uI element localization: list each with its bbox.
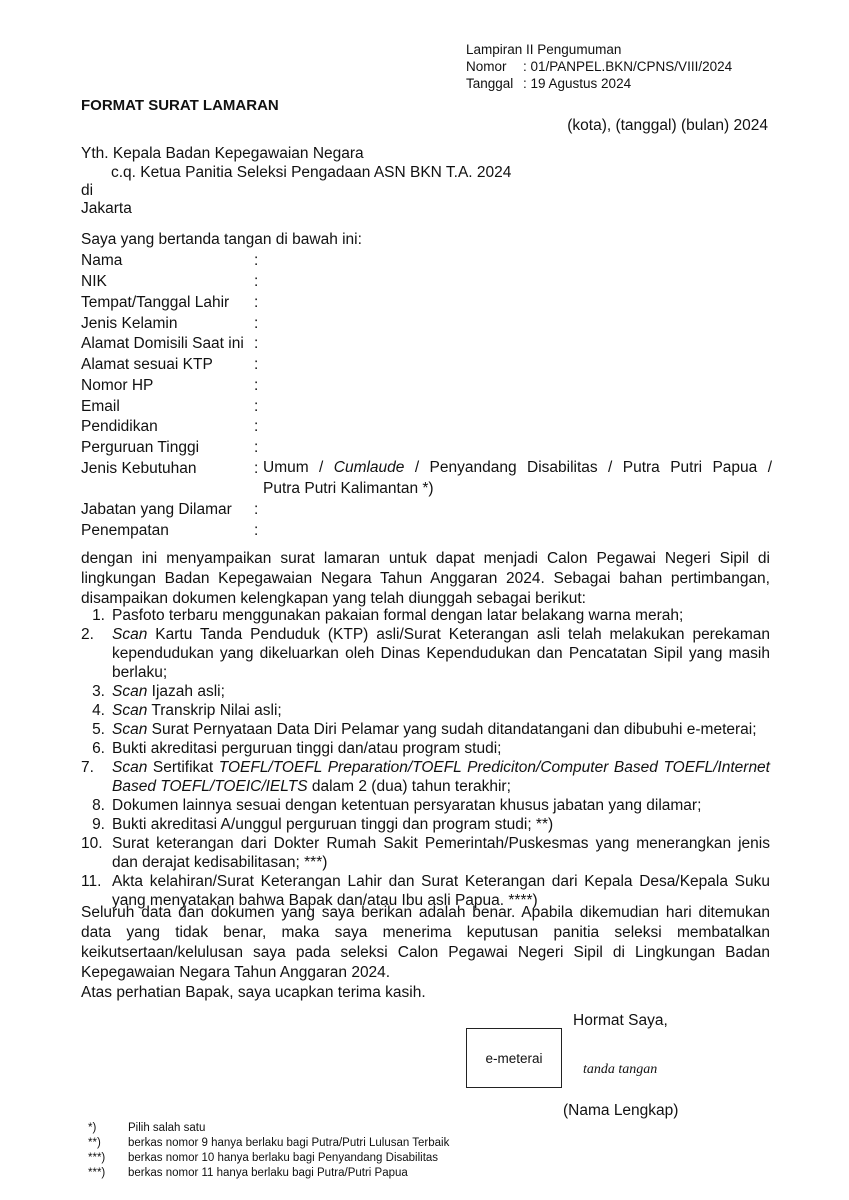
list-text: Bukti akreditasi perguruan tinggi dan/atau program studi; [112,740,502,757]
field-colon: : [254,522,259,539]
list-text: Bukti akreditasi A/unggul perguruan tinggi dan program studi; **) [112,816,554,833]
nomor-value: : 01/PANPEL.BKN/CPNS/VIII/2024 [523,59,733,74]
list-text: Pasfoto terbaru menggunakan pakaian formal dengan latar belakang warna merah; [112,607,684,624]
list-item [81,606,770,625]
field-label-nomor-hp: Nomor HP [81,377,154,394]
addressee-line-1: Yth. Kepala Badan Kepegawaian Negara [81,145,364,162]
closing-paragraph: Seluruh data dan dokumen yang saya berikan adalah benar. Apabila dikemudian hari ditemukan data yang tidak benar, maka saya menerima keputusan panitia seleksi membatalkan keikutsertaan/kelulusan saya pada seleksi Calon Pegawai Negeri Sipil di Lingkungan Badan Kepegawaian Negara Tahun Anggaran 2024. [81,904,770,981]
list-number: 8. [92,797,105,814]
list-text-italic: Scan [112,702,148,719]
list-number: 2. [81,626,94,643]
tanggal-value: : 19 Agustus 2024 [523,76,632,91]
kebutuhan-options-line-1 [263,458,772,479]
document-title: FORMAT SURAT LAMARAN [81,97,279,114]
list-number: 4. [92,702,105,719]
field-label-jenis-kelamin: Jenis Kelamin [81,315,178,332]
field-colon: : [254,418,259,435]
field-label-nik: NIK [81,273,107,290]
list-text-italic: Scan [112,626,148,643]
field-label-jenis-kebutuhan: Jenis Kebutuhan [81,460,197,477]
list-text: Kartu Tanda Penduduk (KTP) asli/Surat Keterangan asli telah melakukan perekaman kependudukan yang dikeluarkan oleh Dinas Kependudukan dan Pencatatan Sipil yang masih berlaku; [112,626,770,681]
footnote-mark: ***) [88,1152,106,1164]
list-item [81,720,770,739]
footnote [88,1122,205,1135]
field-colon: : [254,252,259,269]
list-number: 7. [81,759,94,776]
footnote-text: berkas nomor 11 hanya berlaku bagi Putra/Putri Papua [128,1167,408,1179]
list-text-italic: Scan [112,721,148,738]
footnote [88,1167,408,1180]
list-text: Sertifikat [147,759,219,776]
footnote [88,1152,438,1165]
attachment-title: Lampiran II Pengumuman [466,42,622,57]
field-colon: : [254,460,259,477]
list-item [81,815,770,834]
footnote-mark: ***) [88,1167,106,1179]
field-label-nama: Nama [81,252,123,269]
field-label-penempatan: Penempatan [81,522,169,539]
field-label-jabatan: Jabatan yang Dilamar [81,501,232,518]
footnote-text: berkas nomor 10 hanya berlaku bagi Penyandang Disabilitas [128,1152,439,1164]
list-text: Surat keterangan dari Dokter Rumah Sakit Pemerintah/Puskesmas yang menerangkan jenis dan derajat kedisabilitasan; ***) [112,835,770,871]
list-number: 9. [92,816,105,833]
field-label-domisili: Alamat Domisili Saat ini [81,335,244,352]
field-colon: : [254,315,259,332]
option-others: / Penyandang Disabilitas / Putra Putri Papua / [404,459,773,476]
field-colon: : [254,439,259,456]
field-label-ttl: Tempat/Tanggal Lahir [81,294,230,311]
body-paragraph: dengan ini menyampaikan surat lamaran untuk dapat menjadi Calon Pegawai Negeri Sipil di lingkungan Badan Kepegawaian Negara Tahun Anggaran 2024. Sebagai bahan pertimbangan, disampaikan dokumen kelengkapan yang telah diunggah sebagai berikut: [81,550,770,607]
signature-placeholder: tanda tangan [583,1062,658,1077]
footnote-mark: *) [88,1122,97,1134]
field-colon: : [254,273,259,290]
list-number: 6. [92,740,105,757]
addressee-line-2: c.q. Ketua Panitia Seleksi Pengadaan ASN BKN T.A. 2024 [111,164,512,181]
attachment-number [466,58,732,75]
list-number: 10. [81,835,103,852]
list-number: 3. [92,683,105,700]
field-colon: : [254,377,259,394]
list-text: Dokumen lainnya sesuai dengan ketentuan persyaratan khusus jabatan yang dilamar; [112,797,702,814]
e-meterai-label: e-meterai [485,1050,543,1066]
list-item [81,758,770,796]
field-colon: : [254,398,259,415]
field-label-perguruan-tinggi: Perguruan Tinggi [81,439,200,456]
e-meterai-box [466,1028,562,1088]
footnote-text: berkas nomor 9 hanya berlaku bagi Putra/Putri Lulusan Terbaik [128,1137,450,1149]
list-item [81,625,770,682]
list-text: Akta kelahiran/Surat Keterangan Lahir dan Surat Keterangan dari Kepala Desa/Kepala Suku yang menyatakan bahwa Bapak dan/atau Ibu asli Papua. ****) [112,873,770,909]
list-text-italic: Scan [112,759,148,776]
footnote-mark: **) [88,1137,101,1149]
list-number: 11. [81,873,102,890]
option-umum: Umum / [263,459,334,476]
list-text: dalam 2 (dua) tahun terakhir; [307,778,511,795]
document-list [81,606,770,910]
list-number: 5. [92,721,105,738]
option-cumlaude: Cumlaude [333,459,405,476]
field-colon: : [254,335,259,352]
full-name-placeholder: (Nama Lengkap) [563,1102,679,1119]
addressee-line-4: Jakarta [81,200,132,217]
intro-text: Saya yang bertanda tangan di bawah ini: [81,231,362,248]
place-date: (kota), (tanggal) (bulan) 2024 [567,117,768,134]
list-item [81,682,770,701]
footnote-text: Pilih salah satu [128,1122,206,1134]
closing-greeting: Hormat Saya, [573,1012,668,1029]
list-text: Ijazah asli; [147,683,225,700]
field-label-email: Email [81,398,120,415]
field-label-alamat-ktp: Alamat sesuai KTP [81,356,213,373]
list-text-italic: TOEFL/TOEFL Preparation/TOEFL Prediciton/Computer Based TOEFL/Internet Based TOEFL/TOEIC/IELTS [112,759,770,795]
addressee-line-3: di [81,182,94,199]
footnote [88,1137,449,1150]
field-label-pendidikan: Pendidikan [81,418,158,435]
list-number: 1. [92,607,105,624]
thanks-text: Atas perhatian Bapak, saya ucapkan terima kasih. [81,984,426,1001]
attachment-date [466,75,631,92]
list-item [81,739,770,758]
list-text: Transkrip Nilai asli; [147,702,282,719]
list-item [81,701,770,720]
tanggal-label: Tanggal [466,76,514,91]
field-colon: : [254,294,259,311]
list-text: Surat Pernyataan Data Diri Pelamar yang sudah ditandatangani dan dibubuhi e-meterai; [147,721,757,738]
list-text-italic: Scan [112,683,148,700]
nomor-label: Nomor [466,59,507,74]
field-colon: : [254,501,259,518]
list-item [81,834,770,872]
field-colon: : [254,356,259,373]
kebutuhan-options-line-2: Putra Putri Kalimantan *) [263,480,434,497]
list-item [81,796,770,815]
